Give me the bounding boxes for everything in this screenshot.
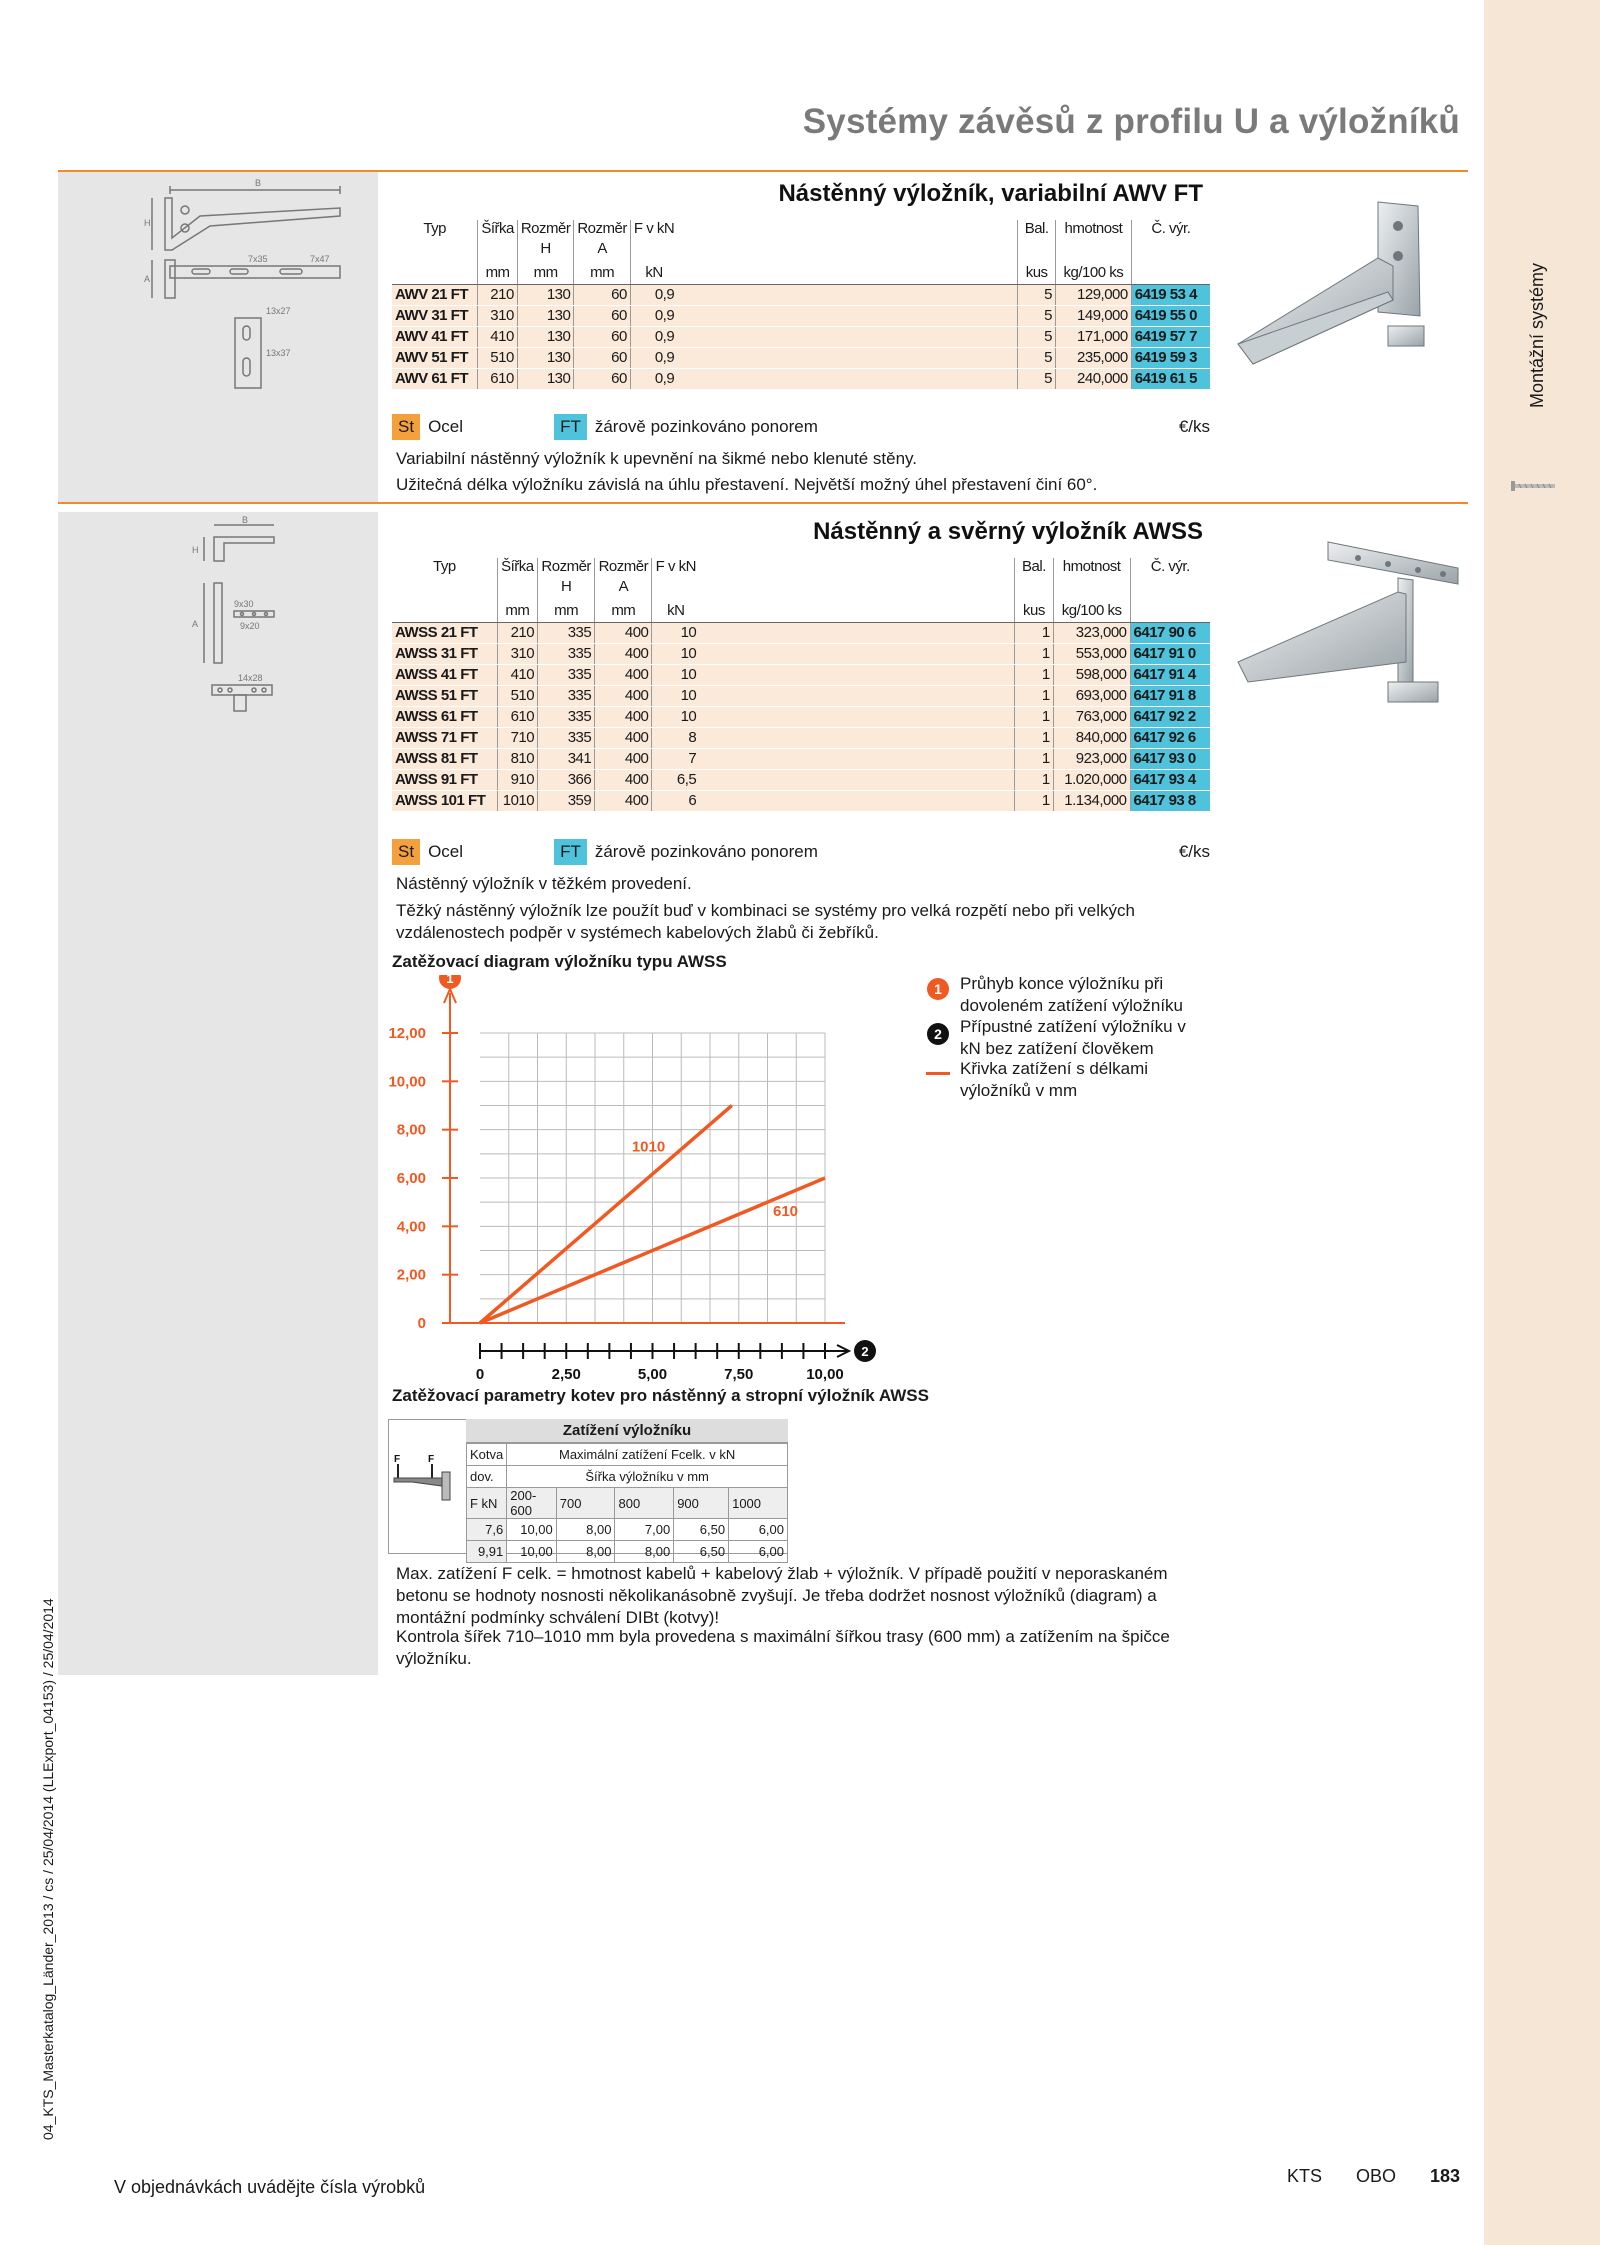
section2-note-1: Nástěnný výložník v těžkém provedení. bbox=[396, 874, 692, 893]
table-cell: AWSS 91 FT bbox=[392, 769, 497, 790]
legend-text-2: Přípustné zatížení výložníku v kN bez zatížení člověkem bbox=[960, 1017, 1186, 1058]
table-cell: 693,000 bbox=[1053, 685, 1130, 706]
table-cell: 335 bbox=[538, 706, 595, 727]
table-cell: 1 bbox=[1015, 706, 1053, 727]
page-title: Systémy závěsů z profilu U a výložníků bbox=[802, 102, 1460, 141]
col2-unit-bal: kus bbox=[1015, 602, 1053, 622]
footer-brand-kts: KTS bbox=[1287, 2166, 1323, 2186]
col-header-rozmer-h: Rozměr bbox=[517, 220, 574, 240]
table-cell: 10 bbox=[652, 664, 699, 685]
table-row bbox=[392, 727, 1210, 748]
table-cell: 130 bbox=[517, 347, 574, 368]
awss-product-photo bbox=[1228, 532, 1468, 712]
anchor-width-4: 1000 bbox=[729, 1488, 788, 1519]
table-cell: 6417 91 8 bbox=[1130, 685, 1210, 706]
table-cell: 240,000 bbox=[1056, 368, 1132, 389]
table-cell: 60 bbox=[574, 305, 631, 326]
section1-legend bbox=[392, 413, 1210, 441]
table-cell: AWSS 31 FT bbox=[392, 643, 497, 664]
price2-unit: €/ks bbox=[1178, 842, 1210, 861]
table-spacer bbox=[677, 284, 1018, 305]
col2-unit-hmotnost: kg/100 ks bbox=[1053, 602, 1130, 622]
table-cell: 400 bbox=[595, 685, 652, 706]
table-spacer bbox=[677, 368, 1018, 389]
table-cell: AWV 51 FT bbox=[392, 347, 478, 368]
table-row bbox=[392, 368, 1210, 389]
col2-header-cislo: Č. výr. bbox=[1130, 558, 1210, 578]
section1-note-1: Variabilní nástěnný výložník k upevnění na šikmé nebo klenuté stěny. bbox=[396, 449, 918, 468]
material-st-chip: St bbox=[392, 414, 420, 440]
table-cell: 335 bbox=[538, 622, 595, 643]
anchor-cell: 8,00 bbox=[556, 1541, 615, 1563]
table-cell: 0,9 bbox=[630, 326, 677, 347]
table-cell: 5 bbox=[1018, 305, 1056, 326]
y-axis-marker-label: 1 bbox=[446, 975, 454, 986]
col-header-hmotnost: hmotnost bbox=[1056, 220, 1132, 240]
table-row bbox=[392, 769, 1210, 790]
drawing2-slot-1: 9x30 bbox=[234, 599, 254, 609]
anchor-width-label: Šířka výložníku v mm bbox=[507, 1466, 788, 1488]
file-meta: 04_KTS_Masterkatalog_Länder_2013 / cs / 25/04/2014 (LLExport_04153) / 25/04/2014 bbox=[40, 1598, 56, 2140]
table-cell: 6419 55 0 bbox=[1131, 305, 1210, 326]
col-unit-f: kN bbox=[630, 264, 677, 284]
table-cell: 10 bbox=[652, 685, 699, 706]
table-cell: 0,9 bbox=[630, 305, 677, 326]
anchor-cell: 6,00 bbox=[729, 1519, 788, 1541]
table-cell: 1010 bbox=[497, 790, 537, 811]
footer-note: V objednávkách uvádějte čísla výrobků bbox=[114, 2177, 426, 2197]
drawing-label-b: B bbox=[255, 178, 262, 188]
table-spacer bbox=[699, 706, 1015, 727]
table-cell: 410 bbox=[478, 326, 518, 347]
col2-sub-a: A bbox=[595, 578, 652, 602]
table-cell: 130 bbox=[517, 326, 574, 347]
table-cell: 335 bbox=[538, 685, 595, 706]
finish-ft-chip: FT bbox=[554, 414, 587, 440]
table-cell: 510 bbox=[478, 347, 518, 368]
table-cell: 400 bbox=[595, 748, 652, 769]
table-cell: 171,000 bbox=[1056, 326, 1132, 347]
closing-text-2: Kontrola šířek 710–1010 mm byla provedena s maximální šířkou trasy (600 mm) a zatížením na špičce výložníku. bbox=[396, 1627, 1170, 1668]
table-cell: 1.020,000 bbox=[1053, 769, 1130, 790]
table-row bbox=[392, 706, 1210, 727]
table-cell: AWV 61 FT bbox=[392, 368, 478, 389]
y-tick-label: 8,00 bbox=[396, 1121, 426, 1139]
anchor-width-2: 800 bbox=[615, 1488, 674, 1519]
table-cell: 1 bbox=[1015, 685, 1053, 706]
table-cell: AWSS 71 FT bbox=[392, 727, 497, 748]
anchor-cell: 6,50 bbox=[674, 1541, 729, 1563]
table-row bbox=[392, 622, 1210, 643]
legend-text-1: Průhyb konce výložníku při dovoleném zatížení výložníku bbox=[960, 974, 1184, 1015]
awss-product-table bbox=[392, 558, 1210, 812]
anchor-table-title: Zatížení výložníku bbox=[466, 1419, 788, 1443]
closing-text-1: Max. zatížení F celk. = hmotnost kabelů + kabelový žlab + výložník. V případě použití v neporaskaném betonu se hodnoty nosnosti několikanásobně zvyšují. Je třeba dodržet nosnost výložníků (diagram) a montážní podmínky schválení DIBt (kotvy)! bbox=[396, 1564, 1168, 1627]
table-row bbox=[392, 305, 1210, 326]
table-cell: 6419 53 4 bbox=[1131, 284, 1210, 305]
section1-note-2: Užitečná délka výložníku závislá na úhlu přestavení. Největší možný úhel přestavení činí 60°. bbox=[396, 475, 1098, 494]
col-header-sirka: Šířka bbox=[478, 220, 518, 240]
table-cell: 1 bbox=[1015, 769, 1053, 790]
x-tick-label: 7,50 bbox=[724, 1366, 754, 1383]
table-cell: 7 bbox=[652, 748, 699, 769]
material2-st-label: Ocel bbox=[428, 842, 464, 861]
col-header-cislo: Č. výr. bbox=[1131, 220, 1210, 240]
table-row bbox=[392, 347, 1210, 368]
col-header-rozmer-a: Rozměr bbox=[574, 220, 631, 240]
drawing-slot-1: 7x35 bbox=[248, 254, 268, 264]
y-tick-label: 4,00 bbox=[396, 1218, 426, 1236]
col2-unit-h: mm bbox=[538, 602, 595, 622]
table-cell: 1 bbox=[1015, 643, 1053, 664]
anchor-cell: 9,91 bbox=[467, 1541, 507, 1563]
anchor-width-3: 900 bbox=[674, 1488, 729, 1519]
table-cell: 1 bbox=[1015, 622, 1053, 643]
anchor-cell: 6,50 bbox=[674, 1519, 729, 1541]
table-row bbox=[392, 664, 1210, 685]
table-cell: 5 bbox=[1018, 284, 1056, 305]
anchor-cell: 7,6 bbox=[467, 1519, 507, 1541]
table-cell: 0,9 bbox=[630, 284, 677, 305]
table-cell: AWV 41 FT bbox=[392, 326, 478, 347]
table-cell: 1 bbox=[1015, 748, 1053, 769]
table-spacer bbox=[677, 326, 1018, 347]
awv-product-table bbox=[392, 220, 1210, 390]
table-cell: 210 bbox=[478, 284, 518, 305]
table-row bbox=[392, 326, 1210, 347]
section2-legend bbox=[392, 838, 1210, 866]
col2-header-rozmer-h: Rozměr bbox=[538, 558, 595, 578]
x-tick-label: 10,00 bbox=[806, 1366, 844, 1383]
table-cell: 6417 92 6 bbox=[1130, 727, 1210, 748]
finish-ft-label: žárově pozinkováno ponorem bbox=[594, 417, 818, 436]
table-cell: 6417 93 0 bbox=[1130, 748, 1210, 769]
x-axis-marker-label: 2 bbox=[861, 1344, 869, 1359]
table-cell: 149,000 bbox=[1056, 305, 1132, 326]
table-cell: 6417 90 6 bbox=[1130, 622, 1210, 643]
table-cell: 335 bbox=[538, 727, 595, 748]
drawing-hole-2: 13x37 bbox=[266, 348, 291, 358]
price-unit: €/ks bbox=[1178, 417, 1210, 436]
table-row bbox=[392, 748, 1210, 769]
table-cell: 6 bbox=[652, 790, 699, 811]
table-row bbox=[392, 685, 1210, 706]
anchor-cell: 10,00 bbox=[507, 1541, 557, 1563]
anchor-force-label-2: F bbox=[428, 1454, 435, 1465]
table-row bbox=[392, 284, 1210, 305]
table-cell: 10 bbox=[652, 622, 699, 643]
table-cell: 6417 93 4 bbox=[1130, 769, 1210, 790]
table-spacer bbox=[699, 643, 1015, 664]
drawing2-slot-2: 9x20 bbox=[240, 621, 260, 631]
anchor-table bbox=[466, 1443, 788, 1563]
table-cell: 510 bbox=[497, 685, 537, 706]
table-cell: 130 bbox=[517, 284, 574, 305]
x-tick-label: 2,50 bbox=[551, 1366, 581, 1383]
section2-rule bbox=[58, 502, 1468, 504]
table-spacer bbox=[677, 305, 1018, 326]
table-cell: 598,000 bbox=[1053, 664, 1130, 685]
table-spacer bbox=[699, 790, 1015, 811]
table-cell: 359 bbox=[538, 790, 595, 811]
table-spacer bbox=[699, 622, 1015, 643]
table-cell: 553,000 bbox=[1053, 643, 1130, 664]
col-header-typ: Typ bbox=[423, 220, 446, 237]
table-cell: AWSS 21 FT bbox=[392, 622, 497, 643]
anchor-fkn-label: F kN bbox=[467, 1488, 507, 1519]
anchor-cell: 8,00 bbox=[615, 1541, 674, 1563]
diagram-title: Zatěžovací diagram výložníku typu AWSS bbox=[392, 952, 727, 971]
table-cell: 60 bbox=[574, 368, 631, 389]
table-cell: 6417 92 2 bbox=[1130, 706, 1210, 727]
table-cell: AWSS 101 FT bbox=[392, 790, 497, 811]
table-cell: 923,000 bbox=[1053, 748, 1130, 769]
section2-note-2: Těžký nástěnný výložník lze použít buď v kombinaci se systémy pro velká rozpětí nebo při velkých vzdálenostech podpěr v systémech kabelových žlabů či žebříků. bbox=[396, 901, 1135, 942]
table-cell: 310 bbox=[497, 643, 537, 664]
table-cell: 6417 93 8 bbox=[1130, 790, 1210, 811]
table-cell: 235,000 bbox=[1056, 347, 1132, 368]
col-unit-sirka: mm bbox=[478, 264, 518, 284]
table-cell: 1 bbox=[1015, 790, 1053, 811]
table-cell: 0,9 bbox=[630, 347, 677, 368]
table-cell: AWV 31 FT bbox=[392, 305, 478, 326]
col2-header-f: F v kN bbox=[652, 558, 699, 578]
material2-st-chip: St bbox=[392, 839, 420, 865]
col-header-bal: Bal. bbox=[1018, 220, 1056, 240]
table-cell: 400 bbox=[595, 727, 652, 748]
table-cell: 5 bbox=[1018, 347, 1056, 368]
table-cell: 6417 91 0 bbox=[1130, 643, 1210, 664]
anchor-cell: 8,00 bbox=[556, 1519, 615, 1541]
table-spacer bbox=[677, 347, 1018, 368]
table-cell: 410 bbox=[497, 664, 537, 685]
y-tick-label: 6,00 bbox=[396, 1170, 426, 1187]
legend-text-line: Křivka zatížení s délkami výložníků v mm bbox=[960, 1059, 1149, 1100]
series-label: 1010 bbox=[631, 1138, 666, 1156]
x-tick-label: 5,00 bbox=[637, 1366, 668, 1383]
col2-header-bal: Bal. bbox=[1015, 558, 1053, 578]
table-cell: 8 bbox=[652, 727, 699, 748]
legend-marker-2: 2 bbox=[927, 1023, 949, 1045]
table-cell: 210 bbox=[497, 622, 537, 643]
col2-header-typ: Typ bbox=[432, 558, 456, 575]
table-cell: 335 bbox=[538, 664, 595, 685]
table-cell: 1.134,000 bbox=[1053, 790, 1130, 811]
anchor-row bbox=[467, 1519, 788, 1541]
drawing-label-h: H bbox=[144, 218, 151, 228]
table-cell: 400 bbox=[595, 643, 652, 664]
awv-technical-drawing bbox=[140, 178, 360, 398]
table-cell: 6419 57 7 bbox=[1131, 326, 1210, 347]
footer-brand-obo: OBO bbox=[1356, 2166, 1397, 2186]
anchor-cell: 10,00 bbox=[507, 1519, 557, 1541]
anchor-dov-label: dov. bbox=[467, 1466, 507, 1488]
drawing-label-a: A bbox=[144, 274, 151, 284]
load-diagram bbox=[385, 975, 925, 1385]
col-header-f: F v kN bbox=[630, 220, 677, 240]
table-cell: AWSS 81 FT bbox=[392, 748, 497, 769]
table-cell: 6419 61 5 bbox=[1131, 368, 1210, 389]
col2-header-hmotnost: hmotnost bbox=[1053, 558, 1130, 578]
drawing-hole-1: 13x27 bbox=[266, 306, 291, 316]
finish2-ft-label: žárově pozinkováno ponorem bbox=[594, 842, 818, 861]
page-number: 183 bbox=[1430, 2166, 1461, 2186]
table-cell: AWSS 61 FT bbox=[392, 706, 497, 727]
table-cell: 6419 59 3 bbox=[1131, 347, 1210, 368]
col2-header-rozmer-a: Rozměr bbox=[595, 558, 652, 578]
y-tick-label: 12,00 bbox=[388, 1025, 426, 1042]
table-cell: 6417 91 4 bbox=[1130, 664, 1210, 685]
table-row bbox=[392, 790, 1210, 811]
table-row bbox=[392, 643, 1210, 664]
table-cell: 840,000 bbox=[1053, 727, 1130, 748]
table-cell: 129,000 bbox=[1056, 284, 1132, 305]
table-spacer bbox=[699, 748, 1015, 769]
table-cell: 323,000 bbox=[1053, 622, 1130, 643]
legend-marker-1: 1 bbox=[927, 978, 949, 1000]
drawing2-label-b: B bbox=[242, 515, 249, 525]
anchor-kotva-label: Kotva bbox=[467, 1444, 507, 1466]
table-cell: 5 bbox=[1018, 326, 1056, 347]
series-label: 610 bbox=[773, 1203, 799, 1220]
table-cell: 6,5 bbox=[652, 769, 699, 790]
table-cell: 400 bbox=[595, 622, 652, 643]
drawing2-label-a: A bbox=[192, 619, 199, 629]
table-cell: 130 bbox=[517, 305, 574, 326]
table-cell: AWSS 41 FT bbox=[392, 664, 497, 685]
col-unit-hmotnost: kg/100 ks bbox=[1056, 264, 1132, 284]
anchor-width-0: 200-600 bbox=[507, 1488, 557, 1519]
col2-sub-h: H bbox=[538, 578, 595, 602]
section2-title: Nástěnný a svěrný výložník AWSS bbox=[813, 518, 1203, 545]
table-cell: AWV 21 FT bbox=[392, 284, 478, 305]
table-cell: 60 bbox=[574, 284, 631, 305]
y-tick-label: 2,00 bbox=[396, 1266, 426, 1284]
table-cell: 1 bbox=[1015, 664, 1053, 685]
table-spacer bbox=[699, 664, 1015, 685]
anchor-cell: 6,00 bbox=[729, 1541, 788, 1563]
table-spacer bbox=[699, 769, 1015, 790]
awss-technical-drawing bbox=[190, 515, 310, 715]
anchor-width-1: 700 bbox=[556, 1488, 615, 1519]
anchor-row bbox=[467, 1541, 788, 1563]
table-cell: 610 bbox=[478, 368, 518, 389]
table-cell: 130 bbox=[517, 368, 574, 389]
anchor-bracket-icon bbox=[392, 1452, 460, 1502]
table-cell: 341 bbox=[538, 748, 595, 769]
material-st-label: Ocel bbox=[428, 417, 464, 436]
table-cell: 5 bbox=[1018, 368, 1056, 389]
table-cell: 763,000 bbox=[1053, 706, 1130, 727]
drawing2-label-h: H bbox=[192, 545, 199, 555]
finish2-ft-chip: FT bbox=[554, 839, 587, 865]
section1-title: Nástěnný výložník, variabilní AWV FT bbox=[778, 180, 1203, 207]
screw-icon bbox=[1511, 478, 1559, 494]
x-tick-label: 0 bbox=[475, 1366, 485, 1383]
table-cell: 710 bbox=[497, 727, 537, 748]
table-spacer bbox=[699, 727, 1015, 748]
col2-header-sirka: Šířka bbox=[497, 558, 537, 578]
table-cell: 366 bbox=[538, 769, 595, 790]
anchor-title: Zatěžovací parametry kotev pro nástěnný a stropní výložník AWSS bbox=[392, 1386, 929, 1405]
table-cell: 400 bbox=[595, 664, 652, 685]
table-cell: 400 bbox=[595, 790, 652, 811]
table-cell: 400 bbox=[595, 706, 652, 727]
table-cell: 0,9 bbox=[630, 368, 677, 389]
anchor-max-label: Maximální zatížení Fcelk. v kN bbox=[507, 1444, 788, 1466]
table-cell: 610 bbox=[497, 706, 537, 727]
series-line bbox=[480, 1106, 732, 1324]
table-cell: 1 bbox=[1015, 727, 1053, 748]
col2-unit-f: kN bbox=[652, 602, 699, 622]
drawing2-slot-3: 14x28 bbox=[238, 673, 263, 683]
side-tab-label: Montážní systémy bbox=[1527, 262, 1547, 408]
table-cell: 400 bbox=[595, 769, 652, 790]
table-cell: 60 bbox=[574, 347, 631, 368]
col-unit-h: mm bbox=[517, 264, 574, 284]
table-cell: 810 bbox=[497, 748, 537, 769]
table-cell: AWSS 51 FT bbox=[392, 685, 497, 706]
table-cell: 910 bbox=[497, 769, 537, 790]
col-unit-a: mm bbox=[574, 264, 631, 284]
drawing-slot-2: 7x47 bbox=[310, 254, 330, 264]
legend-line-swatch bbox=[926, 1072, 950, 1075]
table-spacer bbox=[699, 685, 1015, 706]
awv-product-photo bbox=[1228, 196, 1468, 396]
y-tick-label: 0 bbox=[417, 1315, 426, 1332]
anchor-force-label-1: F bbox=[394, 1454, 401, 1465]
table-cell: 60 bbox=[574, 326, 631, 347]
col2-unit-sirka: mm bbox=[497, 602, 537, 622]
table-cell: 335 bbox=[538, 643, 595, 664]
col-sub-a: A bbox=[574, 240, 631, 264]
col2-unit-a: mm bbox=[595, 602, 652, 622]
anchor-cell: 7,00 bbox=[615, 1519, 674, 1541]
col-unit-bal: kus bbox=[1018, 264, 1056, 284]
col-sub-h: H bbox=[517, 240, 574, 264]
table-cell: 10 bbox=[652, 643, 699, 664]
table-cell: 310 bbox=[478, 305, 518, 326]
table-cell: 10 bbox=[652, 706, 699, 727]
y-tick-label: 10,00 bbox=[388, 1073, 426, 1091]
